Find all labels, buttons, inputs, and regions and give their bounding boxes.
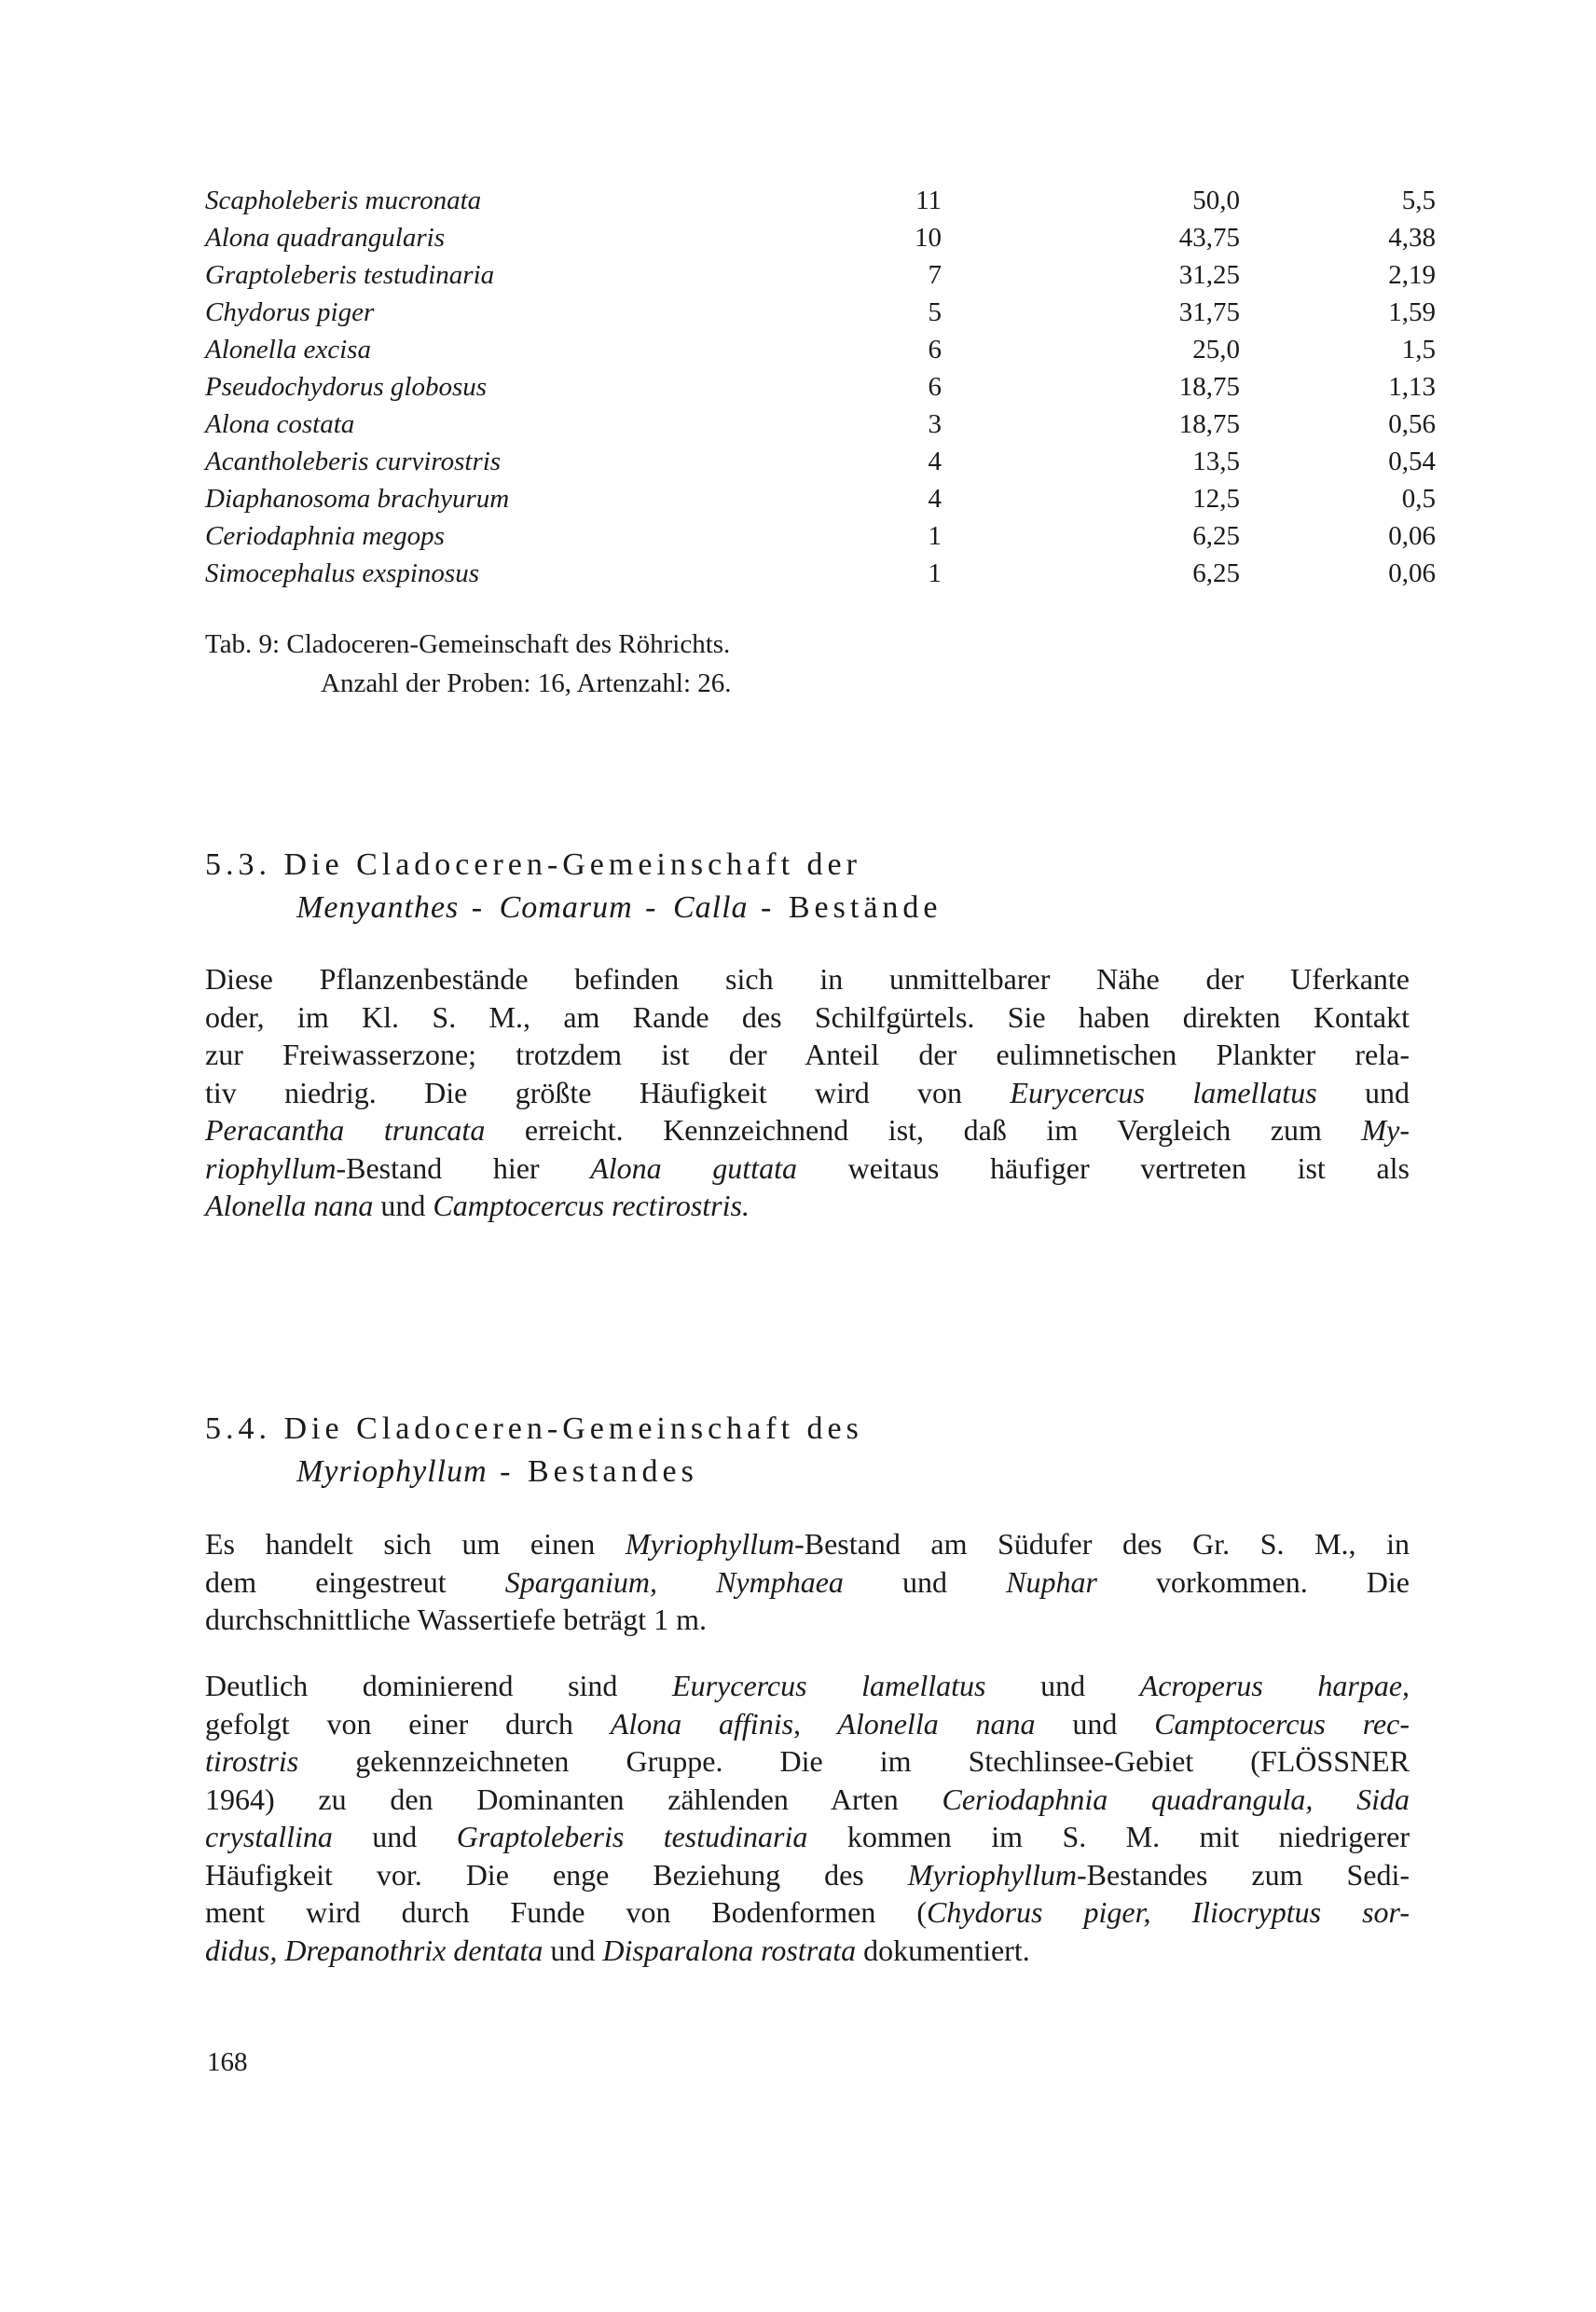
- sample-count: 4: [928, 484, 942, 514]
- dominance-value: 1,13: [1388, 372, 1436, 402]
- dominance-value: 1,5: [1401, 335, 1436, 365]
- table-row: [205, 480, 1436, 517]
- caption-details: Anzahl der Proben: 16, Artenzahl: 26.: [321, 668, 732, 698]
- sample-count: 3: [928, 409, 942, 439]
- section-title: 5.3. Die Cladoceren-Gemeinschaft der: [205, 847, 861, 882]
- page-number: 168: [207, 2047, 248, 2077]
- section-title: 5.4. Die Cladoceren-Gemeinschaft des: [205, 1411, 863, 1446]
- dominance-value: 4,38: [1388, 223, 1436, 253]
- frequency-value: 18,75: [1178, 409, 1240, 439]
- dominance-value: 0,06: [1388, 558, 1436, 588]
- dominance-value: 0,06: [1388, 521, 1436, 551]
- sample-count: 5: [928, 297, 942, 327]
- frequency-value: 12,5: [1192, 484, 1240, 514]
- frequency-value: 25,0: [1192, 335, 1240, 365]
- species-name: Graptoleberis testudinaria: [205, 260, 495, 290]
- sample-count: 4: [928, 447, 942, 476]
- dominance-value: 0,5: [1401, 484, 1436, 514]
- species-name: Scapholeberis mucronata: [205, 186, 482, 215]
- frequency-value: 43,75: [1178, 223, 1240, 253]
- frequency-value: 31,25: [1178, 260, 1240, 290]
- sample-count: 7: [928, 260, 942, 290]
- sample-count: 1: [928, 558, 942, 588]
- frequency-value: 6,25: [1192, 521, 1240, 551]
- frequency-value: 13,5: [1192, 447, 1240, 476]
- frequency-value: 50,0: [1192, 186, 1240, 215]
- table-row: [205, 294, 1436, 331]
- section-heading-5-3: [205, 844, 942, 929]
- sample-count: 6: [928, 335, 942, 365]
- frequency-value: 6,25: [1192, 558, 1240, 588]
- section-subtitle: Myriophyllum - Bestandes: [296, 1454, 698, 1489]
- species-table: [205, 182, 1436, 592]
- table-row: [205, 443, 1436, 480]
- sample-count: 11: [915, 186, 942, 215]
- table-row: [205, 368, 1436, 406]
- table-row: [205, 256, 1436, 294]
- table-row: [205, 182, 1436, 219]
- species-name: Simocephalus exspinosus: [205, 558, 479, 588]
- species-name: Pseudochydorus globosus: [205, 372, 488, 402]
- table-row: [205, 555, 1436, 592]
- species-name: Alona quadrangularis: [205, 223, 445, 253]
- caption-title: Tab. 9: Cladoceren-Gemeinschaft des Röhrichts.: [205, 629, 731, 659]
- dominance-value: 0,56: [1388, 409, 1436, 439]
- section-heading-5-4: [205, 1408, 863, 1493]
- table-caption: [205, 625, 732, 703]
- paragraph: Es handelt sich um einen Myriophyllum-Bestand am Südufer des Gr. S. M., in dem eingestreut Sparganium, Nymphaea und Nuphar vorkommen. Die durchschnittliche Wassertiefe beträgt 1 m.: [205, 1527, 1410, 1636]
- species-name: Alonella excisa: [205, 335, 371, 365]
- table-row: [205, 517, 1436, 555]
- species-name: Ceriodaphnia megops: [205, 521, 445, 551]
- species-name: Diaphanosoma brachyurum: [205, 484, 510, 514]
- species-name: Alona costata: [205, 409, 355, 439]
- frequency-value: 31,75: [1178, 297, 1240, 327]
- species-name: Acantholeberis curvirostris: [205, 447, 502, 476]
- frequency-value: 18,75: [1178, 372, 1240, 402]
- section-subtitle: Menyanthes - Comarum - Calla - Bestände: [296, 890, 942, 925]
- dominance-value: 2,19: [1388, 260, 1436, 290]
- table-row: [205, 406, 1436, 443]
- dominance-value: 0,54: [1388, 447, 1436, 476]
- dominance-value: 1,59: [1388, 297, 1436, 327]
- paragraph: Diese Pflanzenbestände befinden sich in unmittelbarer Nähe der Uferkante oder, im Kl. S. M., am Rande des Schilfgürtels. Sie haben direkten Kontakt zur Freiwasserzone; trotzdem ist der Anteil der eulimnetischen Plankter rela- tiv niedrig. Die größte Häufigkeit wird von Eurycercus lamellatus und Peracantha truncata erreicht. Kennzeichnend ist, daß im Vergleich zum My- riophyllum-Bestand hier Alona guttata weitaus häufiger vertreten ist als Alonella nana und Camptocercus rectirostris.: [205, 962, 1410, 1222]
- sample-count: 10: [915, 223, 942, 253]
- table-row: [205, 219, 1436, 256]
- species-name: Chydorus piger: [205, 297, 375, 327]
- paragraph: Deutlich dominierend sind Eurycercus lamellatus und Acroperus harpae, gefolgt von einer durch Alona affinis, Alonella nana und Camptocercus rec- tirostris gekennzeichneten Gruppe. Die im Stechlinsee-Gebiet (FLÖSSNER 1964) zu den Dominanten zählenden Arten Ceriodaphnia quadrangula, Sida crystallina und Graptoleberis testudinaria kommen im S. M. mit niedrigerer Häufigkeit vor. Die enge Beziehung des Myriophyllum-Bestandes zum Sedi- ment wird durch Funde von Bodenformen (Chydorus piger, Iliocryptus sor- didus, Drepanothrix dentata und Disparalona rostrata dokumentiert.: [205, 1669, 1410, 1967]
- sample-count: 1: [928, 521, 942, 551]
- table-row: [205, 331, 1436, 368]
- sample-count: 6: [928, 372, 942, 402]
- dominance-value: 5,5: [1401, 186, 1436, 215]
